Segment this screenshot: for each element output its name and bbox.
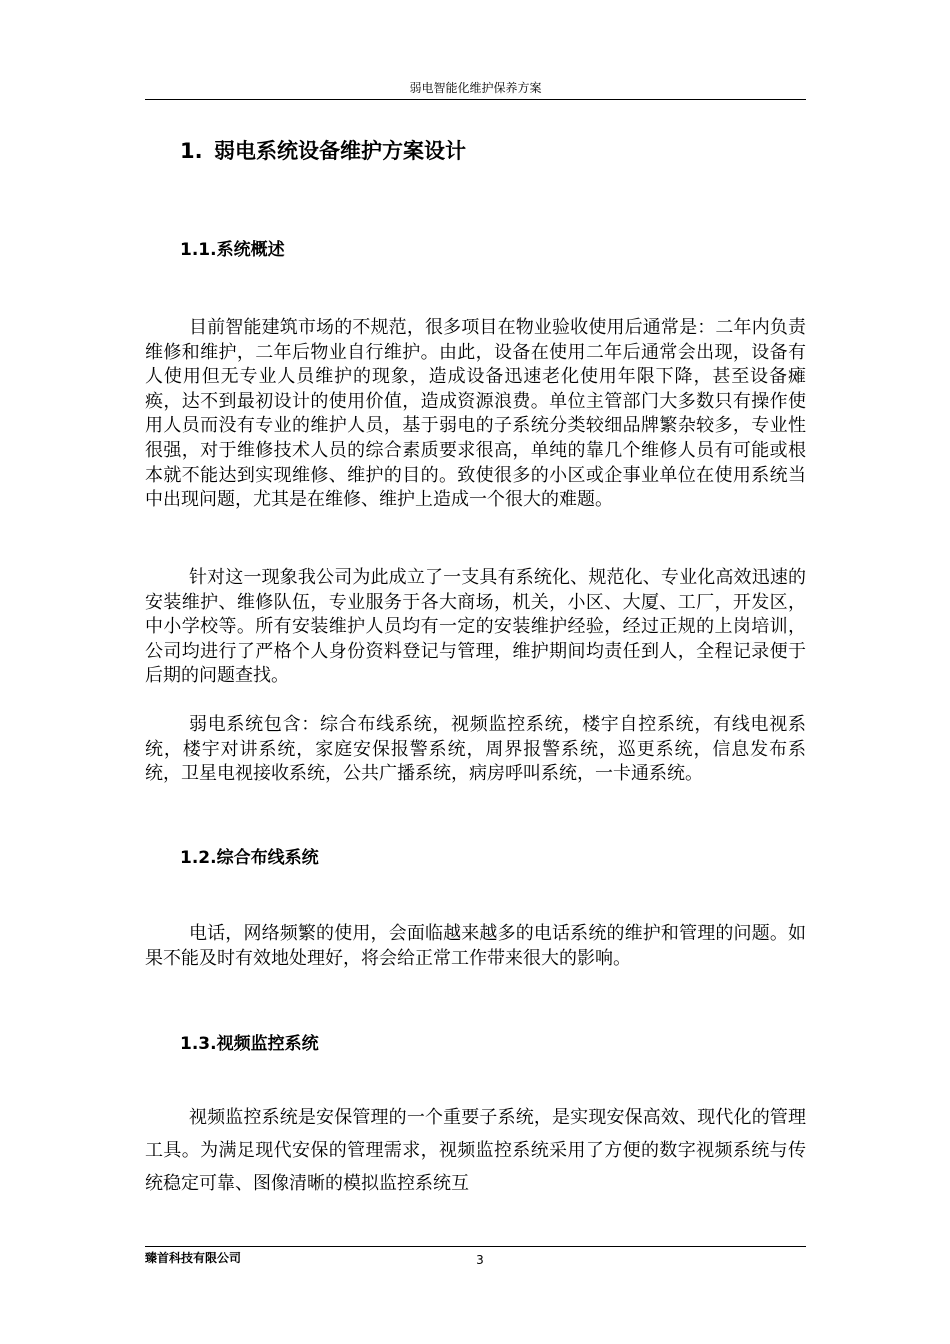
- header-divider: [145, 99, 806, 100]
- section-1-2-heading: 1.2.综合布线系统: [180, 848, 319, 868]
- section-1-2-paragraph: 电话，网络频繁的使用，会面临越来越多的电话系统的维护和管理的问题。如果不能及时有效地处理好，将会给正常工作带来很大的影响。: [145, 923, 806, 969]
- section-1-number: 1.: [180, 139, 203, 163]
- section-1-3-heading: 1.3.视频监控系统: [180, 1034, 319, 1054]
- section-1-heading: [180, 136, 466, 166]
- page-header-title: 弱电智能化维护保养方案: [409, 81, 542, 95]
- section-1-1-paragraph-2: 针对这一现象我公司为此成立了一支具有系统化、规范化、专业化高效迅速的安装维护、维修队伍，专业服务于各大商场，机关，小区、大厦、工厂，开发区，中小学校等。所有安装维护人员均有一定的安装维护经验，经过正规的上岗培训，公司均进行了严格个人身份资料登记与管理，维护期间均责任到人，全程记录便于后期的问题查找。: [145, 567, 806, 687]
- footer-company-name: 臻首科技有限公司: [145, 1251, 242, 1265]
- section-1-title: 弱电系统设备维护方案设计: [214, 139, 466, 163]
- section-1-1-paragraph-1: 目前智能建筑市场的不规范，很多项目在物业验收使用后通常是：二年内负责维修和维护，二年后物业自行维护。由此，设备在使用二年后通常会出现，设备有人使用但无专业人员维护的现象，造成设备迅速老化使用年限下降，甚至设备瘫痪，达不到最初设计的使用价值，造成资源浪费。单位主管部门大多数只有操作使用人员而没有专业的维护人员，基于弱电的子系统分类较细品牌繁杂较多，专业性很强，对于维修技术人员的综合素质要求很高，单纯的靠几个维修人员有可能或根本就不能达到实现维修、维护的目的。致使很多的小区或企事业单位在使用系统当中出现问题，尤其是在维修、维护上造成一个很大的难题。: [145, 317, 806, 511]
- footer-page-number: 3: [476, 1253, 484, 1267]
- section-1-1-heading: 1.1.系统概述: [180, 240, 285, 260]
- section-1-3-paragraph: 视频监控系统是安保管理的一个重要子系统，是实现安保高效、现代化的管理工具。为满足现代安保的管理需求，视频监控系统采用了方便的数字视频系统与传统稳定可靠、图像清晰的模拟监控系统互: [145, 1107, 806, 1194]
- footer-divider: [145, 1246, 806, 1247]
- section-1-1-paragraph-3: 弱电系统包含：综合布线系统，视频监控系统，楼宇自控系统，有线电视系统，楼宇对讲系统，家庭安保报警系统，周界报警系统，巡更系统，信息发布系统，卫星电视接收系统，公共广播系统，病房呼叫系统，一卡通系统。: [145, 714, 806, 785]
